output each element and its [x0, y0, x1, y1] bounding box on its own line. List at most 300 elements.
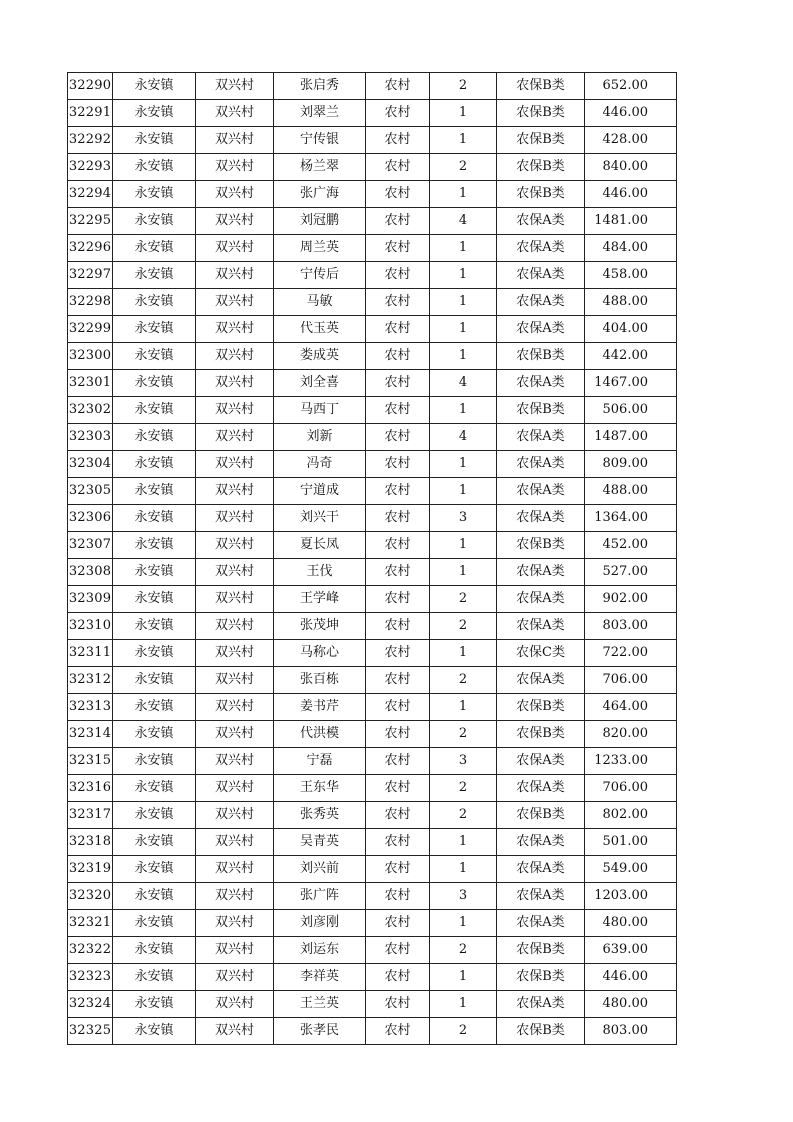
town-cell: 永安镇 — [113, 829, 196, 856]
village-cell: 双兴村 — [196, 586, 274, 613]
table-row — [68, 937, 677, 964]
village-cell: 双兴村 — [196, 127, 274, 154]
village-cell: 双兴村 — [196, 235, 274, 262]
amount-cell: 452.00 — [585, 532, 677, 559]
table-row — [68, 802, 677, 829]
town-cell: 永安镇 — [113, 505, 196, 532]
village-cell: 双兴村 — [196, 478, 274, 505]
household-type-cell: 农村 — [366, 100, 430, 127]
member-count-cell: 2 — [430, 775, 497, 802]
amount-cell: 442.00 — [585, 343, 677, 370]
town-cell: 永安镇 — [113, 559, 196, 586]
town-cell: 永安镇 — [113, 127, 196, 154]
member-count-cell: 1 — [430, 343, 497, 370]
record-id-cell: 32291 — [68, 100, 113, 127]
member-count-cell: 1 — [430, 694, 497, 721]
category-cell: 农保B类 — [497, 181, 585, 208]
village-cell: 双兴村 — [196, 532, 274, 559]
table-row — [68, 667, 677, 694]
name-cell: 刘兴前 — [274, 856, 366, 883]
name-cell: 张茂坤 — [274, 613, 366, 640]
category-cell: 农保A类 — [497, 451, 585, 478]
member-count-cell: 3 — [430, 748, 497, 775]
category-cell: 农保A类 — [497, 748, 585, 775]
village-cell: 双兴村 — [196, 505, 274, 532]
category-cell: 农保C类 — [497, 640, 585, 667]
town-cell: 永安镇 — [113, 532, 196, 559]
category-cell: 农保A类 — [497, 775, 585, 802]
category-cell: 农保A类 — [497, 208, 585, 235]
table-row — [68, 856, 677, 883]
category-cell: 农保B类 — [497, 127, 585, 154]
name-cell: 杨兰翠 — [274, 154, 366, 181]
record-id-cell: 32311 — [68, 640, 113, 667]
town-cell: 永安镇 — [113, 640, 196, 667]
table-row — [68, 316, 677, 343]
name-cell: 宁磊 — [274, 748, 366, 775]
household-type-cell: 农村 — [366, 505, 430, 532]
member-count-cell: 2 — [430, 613, 497, 640]
household-type-cell: 农村 — [366, 937, 430, 964]
member-count-cell: 1 — [430, 856, 497, 883]
record-id-cell: 32301 — [68, 370, 113, 397]
household-type-cell: 农村 — [366, 775, 430, 802]
name-cell: 张广阵 — [274, 883, 366, 910]
name-cell: 代洪模 — [274, 721, 366, 748]
member-count-cell: 1 — [430, 910, 497, 937]
name-cell: 姜书芹 — [274, 694, 366, 721]
record-id-cell: 32299 — [68, 316, 113, 343]
table-row — [68, 127, 677, 154]
village-cell: 双兴村 — [196, 910, 274, 937]
household-type-cell: 农村 — [366, 208, 430, 235]
household-type-cell: 农村 — [366, 586, 430, 613]
member-count-cell: 1 — [430, 181, 497, 208]
village-cell: 双兴村 — [196, 397, 274, 424]
town-cell: 永安镇 — [113, 613, 196, 640]
record-id-cell: 32317 — [68, 802, 113, 829]
household-type-cell: 农村 — [366, 343, 430, 370]
record-id-cell: 32295 — [68, 208, 113, 235]
category-cell: 农保A类 — [497, 883, 585, 910]
record-id-cell: 32325 — [68, 1018, 113, 1045]
town-cell: 永安镇 — [113, 397, 196, 424]
town-cell: 永安镇 — [113, 73, 196, 100]
member-count-cell: 1 — [430, 127, 497, 154]
table-row — [68, 154, 677, 181]
amount-cell: 706.00 — [585, 667, 677, 694]
record-id-cell: 32310 — [68, 613, 113, 640]
name-cell: 宁传后 — [274, 262, 366, 289]
amount-cell: 1233.00 — [585, 748, 677, 775]
category-cell: 农保A类 — [497, 235, 585, 262]
member-count-cell: 1 — [430, 559, 497, 586]
table-row — [68, 721, 677, 748]
village-cell: 双兴村 — [196, 343, 274, 370]
table-row — [68, 532, 677, 559]
village-cell: 双兴村 — [196, 1018, 274, 1045]
town-cell: 永安镇 — [113, 370, 196, 397]
category-cell: 农保B类 — [497, 964, 585, 991]
member-count-cell: 2 — [430, 154, 497, 181]
amount-cell: 1203.00 — [585, 883, 677, 910]
member-count-cell: 1 — [430, 451, 497, 478]
village-cell: 双兴村 — [196, 451, 274, 478]
record-id-cell: 32298 — [68, 289, 113, 316]
name-cell: 刘全喜 — [274, 370, 366, 397]
table-row — [68, 829, 677, 856]
household-type-cell: 农村 — [366, 73, 430, 100]
name-cell: 张百栋 — [274, 667, 366, 694]
village-cell: 双兴村 — [196, 316, 274, 343]
amount-cell: 484.00 — [585, 235, 677, 262]
table-row — [68, 262, 677, 289]
member-count-cell: 2 — [430, 802, 497, 829]
table-row — [68, 910, 677, 937]
amount-cell: 404.00 — [585, 316, 677, 343]
record-id-cell: 32313 — [68, 694, 113, 721]
category-cell: 农保A类 — [497, 289, 585, 316]
member-count-cell: 2 — [430, 73, 497, 100]
name-cell: 张秀英 — [274, 802, 366, 829]
village-cell: 双兴村 — [196, 856, 274, 883]
table-row — [68, 424, 677, 451]
name-cell: 娄成英 — [274, 343, 366, 370]
town-cell: 永安镇 — [113, 775, 196, 802]
amount-cell: 803.00 — [585, 613, 677, 640]
record-id-cell: 32294 — [68, 181, 113, 208]
household-type-cell: 农村 — [366, 262, 430, 289]
table-row — [68, 397, 677, 424]
town-cell: 永安镇 — [113, 937, 196, 964]
town-cell: 永安镇 — [113, 289, 196, 316]
record-id-cell: 32321 — [68, 910, 113, 937]
village-cell: 双兴村 — [196, 424, 274, 451]
amount-cell: 1487.00 — [585, 424, 677, 451]
village-cell: 双兴村 — [196, 181, 274, 208]
record-id-cell: 32308 — [68, 559, 113, 586]
household-type-cell: 农村 — [366, 370, 430, 397]
member-count-cell: 4 — [430, 208, 497, 235]
category-cell: 农保B类 — [497, 721, 585, 748]
village-cell: 双兴村 — [196, 262, 274, 289]
amount-cell: 480.00 — [585, 910, 677, 937]
name-cell: 刘新 — [274, 424, 366, 451]
name-cell: 宁道成 — [274, 478, 366, 505]
member-count-cell: 2 — [430, 721, 497, 748]
record-id-cell: 32324 — [68, 991, 113, 1018]
village-cell: 双兴村 — [196, 370, 274, 397]
table-row — [68, 559, 677, 586]
town-cell: 永安镇 — [113, 478, 196, 505]
town-cell: 永安镇 — [113, 586, 196, 613]
household-type-cell: 农村 — [366, 613, 430, 640]
household-type-cell: 农村 — [366, 910, 430, 937]
town-cell: 永安镇 — [113, 721, 196, 748]
amount-cell: 480.00 — [585, 991, 677, 1018]
member-count-cell: 4 — [430, 370, 497, 397]
name-cell: 王东华 — [274, 775, 366, 802]
amount-cell: 1364.00 — [585, 505, 677, 532]
name-cell: 刘翠兰 — [274, 100, 366, 127]
table-row — [68, 613, 677, 640]
name-cell: 刘冠鹏 — [274, 208, 366, 235]
name-cell: 王兰英 — [274, 991, 366, 1018]
town-cell: 永安镇 — [113, 883, 196, 910]
name-cell: 刘彦刚 — [274, 910, 366, 937]
household-type-cell: 农村 — [366, 181, 430, 208]
member-count-cell: 2 — [430, 937, 497, 964]
category-cell: 农保B类 — [497, 343, 585, 370]
name-cell: 李祥英 — [274, 964, 366, 991]
category-cell: 农保A类 — [497, 316, 585, 343]
name-cell: 夏长凤 — [274, 532, 366, 559]
table-row — [68, 181, 677, 208]
table-row — [68, 748, 677, 775]
record-id-cell: 32296 — [68, 235, 113, 262]
household-type-cell: 农村 — [366, 829, 430, 856]
category-cell: 农保A类 — [497, 370, 585, 397]
category-cell: 农保B类 — [497, 1018, 585, 1045]
household-type-cell: 农村 — [366, 316, 430, 343]
amount-cell: 1467.00 — [585, 370, 677, 397]
village-cell: 双兴村 — [196, 613, 274, 640]
name-cell: 张启秀 — [274, 73, 366, 100]
relief-roster-table — [67, 72, 677, 1045]
amount-cell: 902.00 — [585, 586, 677, 613]
town-cell: 永安镇 — [113, 748, 196, 775]
name-cell: 冯奇 — [274, 451, 366, 478]
name-cell: 马称心 — [274, 640, 366, 667]
village-cell: 双兴村 — [196, 667, 274, 694]
amount-cell: 446.00 — [585, 100, 677, 127]
category-cell: 农保A类 — [497, 667, 585, 694]
household-type-cell: 农村 — [366, 640, 430, 667]
village-cell: 双兴村 — [196, 721, 274, 748]
village-cell: 双兴村 — [196, 208, 274, 235]
village-cell: 双兴村 — [196, 964, 274, 991]
amount-cell: 488.00 — [585, 289, 677, 316]
amount-cell: 446.00 — [585, 181, 677, 208]
amount-cell: 652.00 — [585, 73, 677, 100]
name-cell: 王伐 — [274, 559, 366, 586]
town-cell: 永安镇 — [113, 316, 196, 343]
record-id-cell: 32315 — [68, 748, 113, 775]
household-type-cell: 农村 — [366, 235, 430, 262]
record-id-cell: 32319 — [68, 856, 113, 883]
village-cell: 双兴村 — [196, 154, 274, 181]
category-cell: 农保A类 — [497, 586, 585, 613]
member-count-cell: 2 — [430, 1018, 497, 1045]
household-type-cell: 农村 — [366, 424, 430, 451]
table-row — [68, 694, 677, 721]
town-cell: 永安镇 — [113, 856, 196, 883]
amount-cell: 488.00 — [585, 478, 677, 505]
household-type-cell: 农村 — [366, 289, 430, 316]
category-cell: 农保B类 — [497, 937, 585, 964]
member-count-cell: 2 — [430, 586, 497, 613]
table-row — [68, 343, 677, 370]
village-cell: 双兴村 — [196, 73, 274, 100]
record-id-cell: 32318 — [68, 829, 113, 856]
record-id-cell: 32300 — [68, 343, 113, 370]
member-count-cell: 1 — [430, 100, 497, 127]
record-id-cell: 32309 — [68, 586, 113, 613]
category-cell: 农保A类 — [497, 910, 585, 937]
record-id-cell: 32306 — [68, 505, 113, 532]
name-cell: 宁传银 — [274, 127, 366, 154]
village-cell: 双兴村 — [196, 748, 274, 775]
household-type-cell: 农村 — [366, 964, 430, 991]
record-id-cell: 32293 — [68, 154, 113, 181]
amount-cell: 549.00 — [585, 856, 677, 883]
household-type-cell: 农村 — [366, 532, 430, 559]
table-row — [68, 208, 677, 235]
category-cell: 农保B类 — [497, 694, 585, 721]
name-cell: 马西丁 — [274, 397, 366, 424]
household-type-cell: 农村 — [366, 1018, 430, 1045]
name-cell: 张广海 — [274, 181, 366, 208]
village-cell: 双兴村 — [196, 694, 274, 721]
member-count-cell: 1 — [430, 829, 497, 856]
village-cell: 双兴村 — [196, 829, 274, 856]
name-cell: 马敏 — [274, 289, 366, 316]
record-id-cell: 32292 — [68, 127, 113, 154]
amount-cell: 639.00 — [585, 937, 677, 964]
record-id-cell: 32316 — [68, 775, 113, 802]
household-type-cell: 农村 — [366, 802, 430, 829]
member-count-cell: 2 — [430, 667, 497, 694]
village-cell: 双兴村 — [196, 991, 274, 1018]
household-type-cell: 农村 — [366, 883, 430, 910]
member-count-cell: 4 — [430, 424, 497, 451]
household-type-cell: 农村 — [366, 721, 430, 748]
town-cell: 永安镇 — [113, 802, 196, 829]
town-cell: 永安镇 — [113, 910, 196, 937]
amount-cell: 464.00 — [585, 694, 677, 721]
record-id-cell: 32304 — [68, 451, 113, 478]
table-row — [68, 451, 677, 478]
household-type-cell: 农村 — [366, 559, 430, 586]
table-row — [68, 1018, 677, 1045]
village-cell: 双兴村 — [196, 937, 274, 964]
table-row — [68, 370, 677, 397]
town-cell: 永安镇 — [113, 694, 196, 721]
household-type-cell: 农村 — [366, 127, 430, 154]
record-id-cell: 32290 — [68, 73, 113, 100]
category-cell: 农保A类 — [497, 856, 585, 883]
table-body — [68, 73, 677, 1045]
household-type-cell: 农村 — [366, 667, 430, 694]
table-row — [68, 289, 677, 316]
table-row — [68, 586, 677, 613]
household-type-cell: 农村 — [366, 748, 430, 775]
member-count-cell: 1 — [430, 289, 497, 316]
category-cell: 农保A类 — [497, 424, 585, 451]
member-count-cell: 1 — [430, 964, 497, 991]
household-type-cell: 农村 — [366, 451, 430, 478]
category-cell: 农保B类 — [497, 154, 585, 181]
amount-cell: 803.00 — [585, 1018, 677, 1045]
amount-cell: 527.00 — [585, 559, 677, 586]
amount-cell: 428.00 — [585, 127, 677, 154]
name-cell: 刘运东 — [274, 937, 366, 964]
record-id-cell: 32320 — [68, 883, 113, 910]
town-cell: 永安镇 — [113, 100, 196, 127]
record-id-cell: 32323 — [68, 964, 113, 991]
household-type-cell: 农村 — [366, 694, 430, 721]
category-cell: 农保A类 — [497, 262, 585, 289]
amount-cell: 802.00 — [585, 802, 677, 829]
record-id-cell: 32297 — [68, 262, 113, 289]
household-type-cell: 农村 — [366, 154, 430, 181]
record-id-cell: 32312 — [68, 667, 113, 694]
table-row — [68, 991, 677, 1018]
amount-cell: 506.00 — [585, 397, 677, 424]
name-cell: 周兰英 — [274, 235, 366, 262]
name-cell: 王学峰 — [274, 586, 366, 613]
category-cell: 农保A类 — [497, 829, 585, 856]
member-count-cell: 1 — [430, 262, 497, 289]
amount-cell: 458.00 — [585, 262, 677, 289]
table-row — [68, 775, 677, 802]
amount-cell: 501.00 — [585, 829, 677, 856]
member-count-cell: 3 — [430, 505, 497, 532]
household-type-cell: 农村 — [366, 856, 430, 883]
table-row — [68, 235, 677, 262]
town-cell: 永安镇 — [113, 181, 196, 208]
category-cell: 农保B类 — [497, 802, 585, 829]
category-cell: 农保B类 — [497, 100, 585, 127]
household-type-cell: 农村 — [366, 478, 430, 505]
town-cell: 永安镇 — [113, 1018, 196, 1045]
household-type-cell: 农村 — [366, 397, 430, 424]
village-cell: 双兴村 — [196, 802, 274, 829]
town-cell: 永安镇 — [113, 208, 196, 235]
amount-cell: 722.00 — [585, 640, 677, 667]
village-cell: 双兴村 — [196, 100, 274, 127]
town-cell: 永安镇 — [113, 667, 196, 694]
category-cell: 农保B类 — [497, 532, 585, 559]
village-cell: 双兴村 — [196, 559, 274, 586]
member-count-cell: 1 — [430, 316, 497, 343]
household-type-cell: 农村 — [366, 991, 430, 1018]
town-cell: 永安镇 — [113, 235, 196, 262]
town-cell: 永安镇 — [113, 154, 196, 181]
category-cell: 农保A类 — [497, 991, 585, 1018]
record-id-cell: 32307 — [68, 532, 113, 559]
name-cell: 刘兴干 — [274, 505, 366, 532]
category-cell: 农保B类 — [497, 73, 585, 100]
amount-cell: 820.00 — [585, 721, 677, 748]
category-cell: 农保A类 — [497, 478, 585, 505]
member-count-cell: 3 — [430, 883, 497, 910]
amount-cell: 446.00 — [585, 964, 677, 991]
amount-cell: 706.00 — [585, 775, 677, 802]
table-row — [68, 100, 677, 127]
member-count-cell: 1 — [430, 397, 497, 424]
town-cell: 永安镇 — [113, 343, 196, 370]
member-count-cell: 1 — [430, 640, 497, 667]
village-cell: 双兴村 — [196, 775, 274, 802]
town-cell: 永安镇 — [113, 424, 196, 451]
village-cell: 双兴村 — [196, 289, 274, 316]
member-count-cell: 1 — [430, 478, 497, 505]
table-row — [68, 964, 677, 991]
record-id-cell: 32302 — [68, 397, 113, 424]
member-count-cell: 1 — [430, 532, 497, 559]
table-row — [68, 505, 677, 532]
